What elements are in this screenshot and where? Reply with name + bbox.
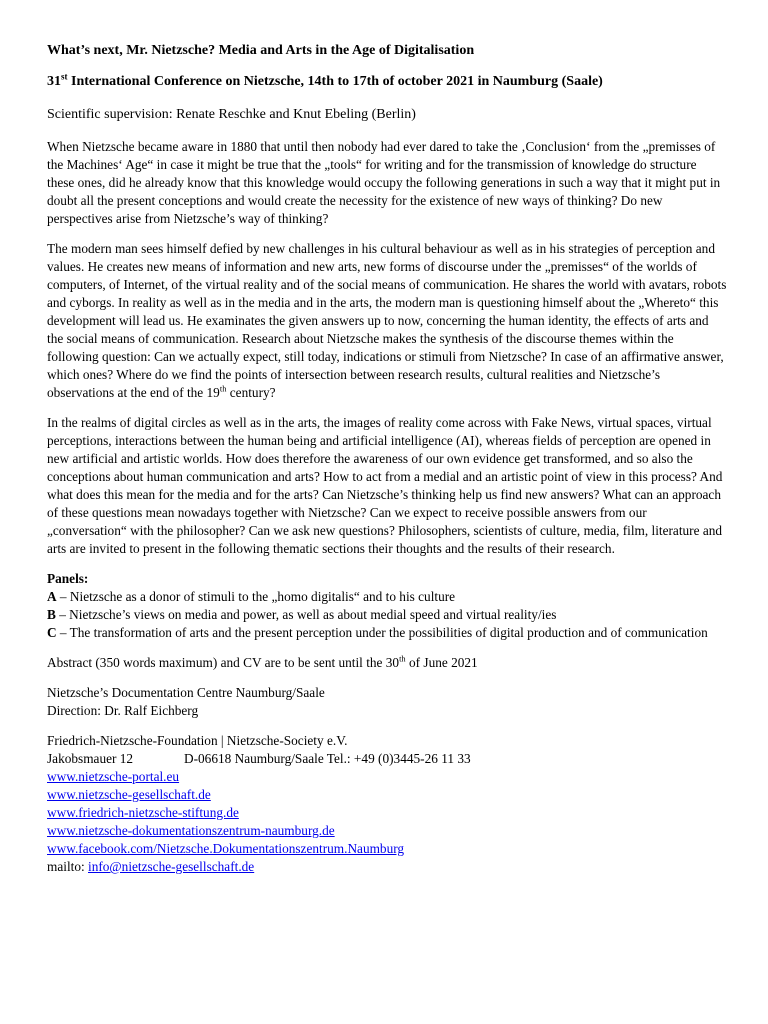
- centre-name: Nietzsche’s Documentation Centre Naumburg/Saale: [47, 685, 325, 700]
- link-dokumentationszentrum[interactable]: www.nietzsche-dokumentationszentrum-naumburg.de: [47, 823, 335, 838]
- panel-letter: C: [47, 625, 57, 640]
- paragraph-modern-man: [47, 240, 727, 402]
- panel-text: – Nietzsche as a donor of stimuli to the „homo digitalis“ and to his culture: [56, 589, 456, 604]
- panel-item: [47, 606, 727, 624]
- panels-section: [47, 570, 727, 642]
- document-title: What’s next, Mr. Nietzsche? Media and Arts in the Age of Digitalisation: [47, 43, 475, 58]
- email-link[interactable]: info@nietzsche-gesellschaft.de: [88, 859, 255, 874]
- address-line: [47, 750, 727, 768]
- conference-ordinal: st: [61, 71, 68, 82]
- panel-letter: B: [47, 607, 56, 622]
- organisation-name: Friedrich-Nietzsche-Foundation | Nietzsche-Society e.V.: [47, 733, 348, 748]
- conference-line: [47, 73, 727, 91]
- abstract-text: Abstract (350 words maximum) and CV are to be sent until the 30: [47, 655, 400, 670]
- panel-text: – Nietzsche’s views on media and power, as well as about medial speed and virtual reality/ies: [55, 607, 557, 622]
- street-address: Jakobsmauer 12: [47, 751, 134, 766]
- mailto-label: mailto:: [47, 859, 88, 874]
- paragraph-intro: When Nietzsche became aware in 1880 that until then nobody had ever dared to take the ‚Conclusion‘ from the „premisses of the Machines‘ Age“ in case it might be true that the „tools“ for writing and for the transmission of knowledge do structure these ones, did he already know that this knowledge would occupy the following generations in such a way that it might put in doubt all the present conceptions and would create the necessity for the existence of new ways of thinking? Do new perspectives arise from Nietzsche’s way of thinking?: [47, 139, 721, 226]
- documentation-centre: [47, 684, 727, 720]
- link-nietzsche-gesellschaft[interactable]: www.nietzsche-gesellschaft.de: [47, 787, 211, 802]
- mailto-line: [47, 858, 727, 876]
- paragraph-digital-realms: In the realms of digital circles as well as in the arts, the images of reality come across with Fake News, virtual spaces, virtual perceptions, interactions between the human being and artificial intelligence (AI), whereas fields of perception are opened in new artificial and artistic worlds. How does therefore the awareness of our own evidence get transformed, and so also the conceptions about human communication and arts? How to act from a medial and an artistic point of view in this process? And what does this mean for the media and for the arts? Can Nietzsche’s thinking help us find new answers? What can an approach of these questions mean nowadays together with Nietzsche? Can we expect to receive possible answers from our „conversation“ with the philosopher? Can we ask new questions? Philosophers, scientists of culture, media, film, literature and arts are invited to present in the following thematic sections their thoughts and the results of their research.: [47, 415, 723, 556]
- conference-details: International Conference on Nietzsche, 14th to 17th of october 2021 in Naumburg (Saale): [67, 74, 603, 89]
- panels-heading: Panels:: [47, 571, 89, 586]
- abstract-deadline: [47, 654, 727, 672]
- link-nietzsche-portal[interactable]: www.nietzsche-portal.eu: [47, 769, 180, 784]
- abstract-ordinal: th: [399, 653, 406, 664]
- panel-item: [47, 624, 727, 642]
- abstract-end: of June 2021: [405, 655, 478, 670]
- link-nietzsche-stiftung[interactable]: www.friedrich-nietzsche-stiftung.de: [47, 805, 239, 820]
- centre-direction: Direction: Dr. Ralf Eichberg: [47, 703, 199, 718]
- panel-item: [47, 588, 727, 606]
- paragraph-modern-man-text: The modern man sees himself defied by new challenges in his cultural behaviour as well as in his strategies of perception and values. He creates new means of information and new arts, new forms of discourse under the „premisses“ of the worlds of computers, of Internet, of the virtual reality and of the social means of communication. He shares the world with avatars, robots and cyborgs. In reality as well as in the media and in the arts, the modern man is questioning himself about the „Whereto“ this development will lead us. He examinates the given answers up to now, concerning the human identity, the effects of arts and the social means of communication. Research about Nietzsche makes the synthesis of the discourse themes within the following question: Can we actually expect, still today, indications or stimuli from Nietzsche? In case of an affirmative answer, which ones? Where do we find the points of intersection between research results, cultural realities and Nietzsche’s observations at the end of the 19: [47, 241, 727, 400]
- contact-block: [47, 732, 727, 876]
- panel-text: – The transformation of arts and the present perception under the possibilities of digital production and of communication: [56, 625, 708, 640]
- scientific-supervision: Scientific supervision: Renate Reschke and Knut Ebeling (Berlin): [47, 107, 416, 122]
- paragraph-modern-man-end: century?: [226, 385, 276, 400]
- conference-number: 31: [47, 74, 61, 89]
- city-telephone: D-06618 Naumburg/Saale Tel.: +49 (0)3445-26 11 33: [184, 751, 471, 766]
- century-ordinal: th: [219, 383, 227, 394]
- panel-letter: A: [47, 589, 57, 604]
- link-facebook[interactable]: www.facebook.com/Nietzsche.Dokumentationszentrum.Naumburg: [47, 841, 405, 856]
- document-body: [47, 42, 727, 876]
